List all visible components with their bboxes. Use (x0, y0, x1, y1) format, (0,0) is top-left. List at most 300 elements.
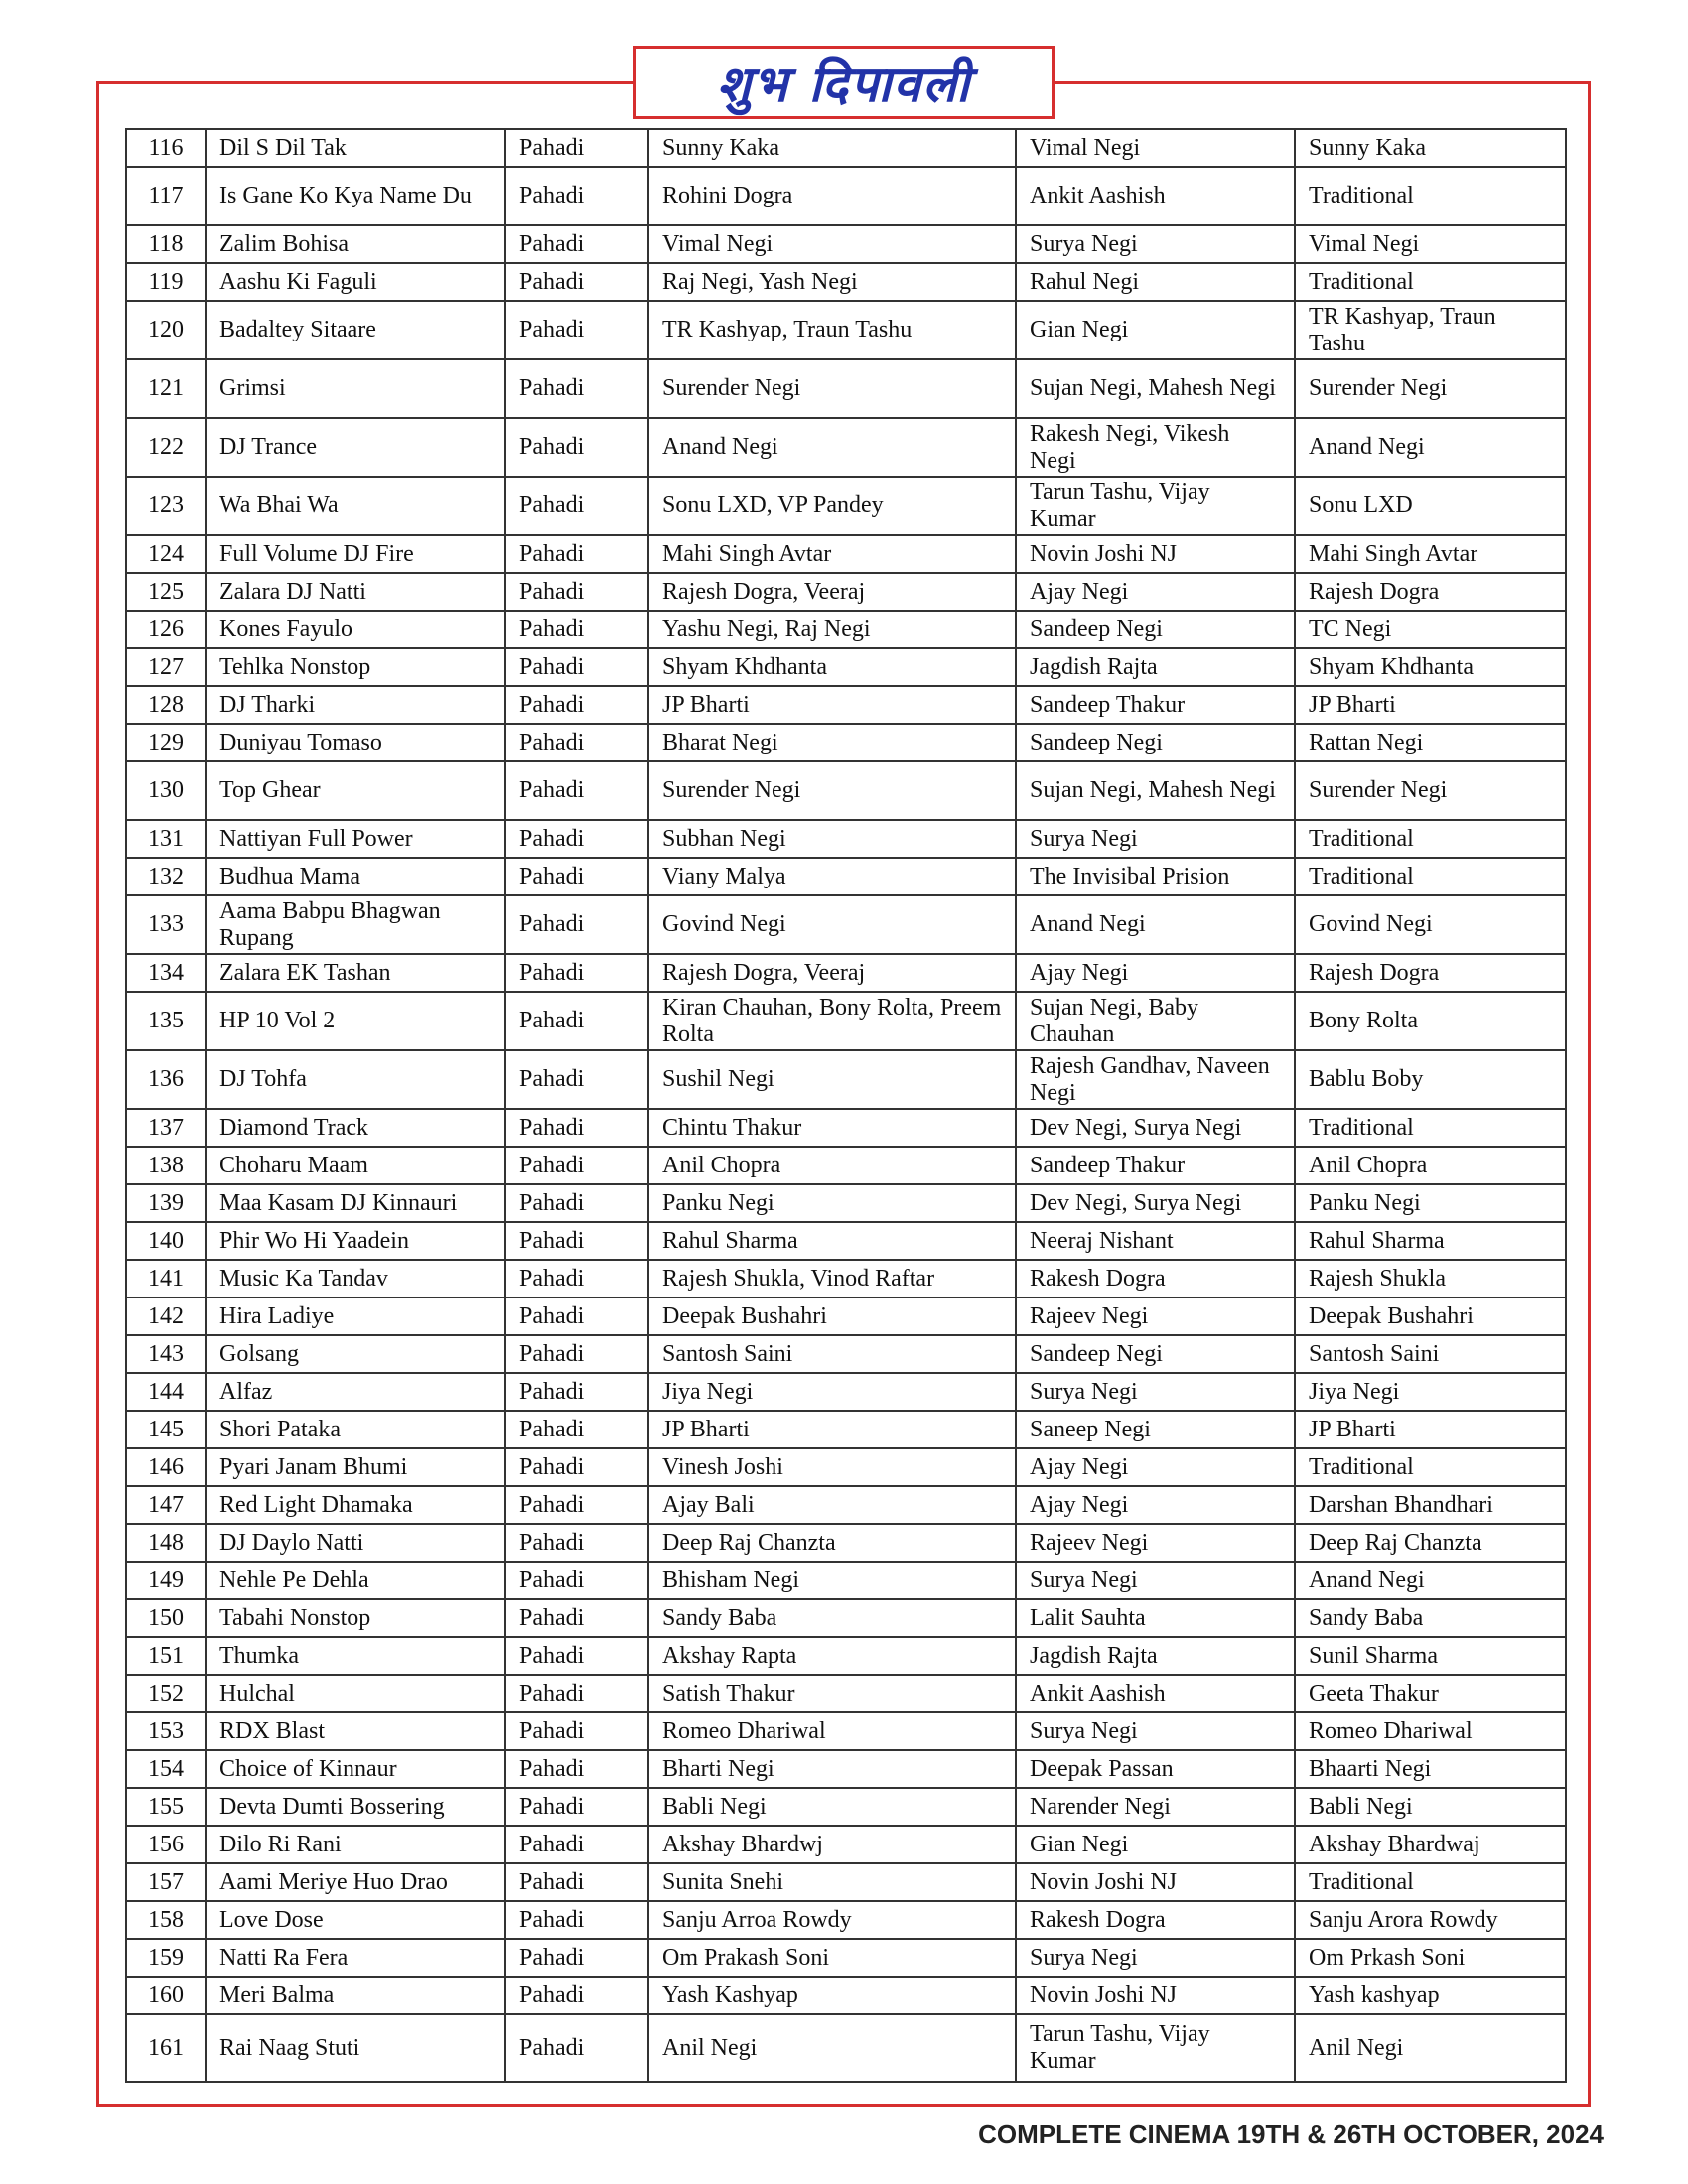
song-title-cell: Pyari Janam Bhumi (206, 1448, 505, 1486)
language-cell: Pahadi (505, 1863, 648, 1901)
serial-number-cell: 145 (126, 1411, 206, 1448)
music-director-cell: Surya Negi (1016, 1712, 1295, 1750)
song-title-cell: Golsang (206, 1335, 505, 1373)
singer-cell: Sushil Negi (648, 1050, 1016, 1109)
song-title-cell: Maa Kasam DJ Kinnauri (206, 1184, 505, 1222)
table-row (126, 1147, 1566, 1184)
music-director-cell: Sandeep Negi (1016, 1335, 1295, 1373)
lyricist-cell: Surender Negi (1295, 761, 1566, 820)
table-row (126, 1448, 1566, 1486)
lyricist-cell: Jiya Negi (1295, 1373, 1566, 1411)
table-row (126, 1637, 1566, 1675)
singer-cell: Mahi Singh Avtar (648, 535, 1016, 573)
serial-number-cell: 135 (126, 992, 206, 1050)
lyricist-cell: TR Kashyap, Traun Tashu (1295, 301, 1566, 359)
language-cell: Pahadi (505, 1826, 648, 1863)
serial-number-cell: 154 (126, 1750, 206, 1788)
singer-cell: Subhan Negi (648, 820, 1016, 858)
language-cell: Pahadi (505, 1788, 648, 1826)
song-title-cell: Love Dose (206, 1901, 505, 1939)
table-row (126, 686, 1566, 724)
lyricist-cell: Sunny Kaka (1295, 129, 1566, 167)
table-row (126, 895, 1566, 954)
singer-cell: Sonu LXD, VP Pandey (648, 477, 1016, 535)
language-cell: Pahadi (505, 686, 648, 724)
language-cell: Pahadi (505, 1486, 648, 1524)
lyricist-cell: Govind Negi (1295, 895, 1566, 954)
lyricist-cell: Deep Raj Chanzta (1295, 1524, 1566, 1562)
language-cell: Pahadi (505, 1712, 648, 1750)
lyricist-cell: Santosh Saini (1295, 1335, 1566, 1373)
lyricist-cell: Rattan Negi (1295, 724, 1566, 761)
serial-number-cell: 124 (126, 535, 206, 573)
serial-number-cell: 122 (126, 418, 206, 477)
song-title-cell: DJ Tohfa (206, 1050, 505, 1109)
table-row (126, 129, 1566, 167)
language-cell: Pahadi (505, 1977, 648, 2014)
music-director-cell: Rajeev Negi (1016, 1297, 1295, 1335)
music-director-cell: Rakesh Dogra (1016, 1260, 1295, 1297)
serial-number-cell: 126 (126, 611, 206, 648)
song-title-cell: Nehle Pe Dehla (206, 1562, 505, 1599)
music-director-cell: Jagdish Rajta (1016, 648, 1295, 686)
lyricist-cell: Traditional (1295, 263, 1566, 301)
table-row (126, 992, 1566, 1050)
song-title-cell: HP 10 Vol 2 (206, 992, 505, 1050)
singer-cell: Anil Negi (648, 2014, 1016, 2082)
language-cell: Pahadi (505, 992, 648, 1050)
song-title-cell: Aama Babpu Bhagwan Rupang (206, 895, 505, 954)
singer-cell: Kiran Chauhan, Bony Rolta, Preem Rolta (648, 992, 1016, 1050)
serial-number-cell: 120 (126, 301, 206, 359)
serial-number-cell: 153 (126, 1712, 206, 1750)
language-cell: Pahadi (505, 820, 648, 858)
music-director-cell: Ankit Aashish (1016, 1675, 1295, 1712)
language-cell: Pahadi (505, 1637, 648, 1675)
table-row (126, 1788, 1566, 1826)
table-row (126, 1373, 1566, 1411)
song-table (125, 128, 1567, 2083)
singer-cell: Rajesh Shukla, Vinod Raftar (648, 1260, 1016, 1297)
lyricist-cell: Shyam Khdhanta (1295, 648, 1566, 686)
singer-cell: Panku Negi (648, 1184, 1016, 1222)
song-title-cell: Choice of Kinnaur (206, 1750, 505, 1788)
lyricist-cell: Anand Negi (1295, 1562, 1566, 1599)
song-title-cell: Hira Ladiye (206, 1297, 505, 1335)
song-title-cell: Thumka (206, 1637, 505, 1675)
lyricist-cell: Rahul Sharma (1295, 1222, 1566, 1260)
song-title-cell: Dilo Ri Rani (206, 1826, 505, 1863)
music-director-cell: Ajay Negi (1016, 1486, 1295, 1524)
serial-number-cell: 152 (126, 1675, 206, 1712)
language-cell: Pahadi (505, 858, 648, 895)
lyricist-cell: Traditional (1295, 1109, 1566, 1147)
lyricist-cell: Anand Negi (1295, 418, 1566, 477)
singer-cell: Govind Negi (648, 895, 1016, 954)
serial-number-cell: 134 (126, 954, 206, 992)
lyricist-cell: Geeta Thakur (1295, 1675, 1566, 1712)
singer-cell: Yashu Negi, Raj Negi (648, 611, 1016, 648)
table-row (126, 1109, 1566, 1147)
song-title-cell: Dil S Dil Tak (206, 129, 505, 167)
singer-cell: Anand Negi (648, 418, 1016, 477)
serial-number-cell: 161 (126, 2014, 206, 2082)
song-title-cell: Budhua Mama (206, 858, 505, 895)
table-row (126, 263, 1566, 301)
lyricist-cell: Om Prkash Soni (1295, 1939, 1566, 1977)
language-cell: Pahadi (505, 1147, 648, 1184)
table-row (126, 1863, 1566, 1901)
singer-cell: Jiya Negi (648, 1373, 1016, 1411)
language-cell: Pahadi (505, 954, 648, 992)
serial-number-cell: 150 (126, 1599, 206, 1637)
table-row (126, 611, 1566, 648)
language-cell: Pahadi (505, 724, 648, 761)
singer-cell: Om Prakash Soni (648, 1939, 1016, 1977)
music-director-cell: Rakesh Negi, Vikesh Negi (1016, 418, 1295, 477)
song-table-container (125, 128, 1565, 2083)
language-cell: Pahadi (505, 167, 648, 225)
table-row (126, 418, 1566, 477)
lyricist-cell: Surender Negi (1295, 359, 1566, 418)
header-banner (633, 46, 1055, 119)
table-row (126, 1335, 1566, 1373)
song-title-cell: RDX Blast (206, 1712, 505, 1750)
singer-cell: Yash Kashyap (648, 1977, 1016, 2014)
language-cell: Pahadi (505, 1050, 648, 1109)
serial-number-cell: 136 (126, 1050, 206, 1109)
song-title-cell: Alfaz (206, 1373, 505, 1411)
song-title-cell: DJ Tharki (206, 686, 505, 724)
music-director-cell: Narender Negi (1016, 1788, 1295, 1826)
serial-number-cell: 129 (126, 724, 206, 761)
lyricist-cell: Traditional (1295, 167, 1566, 225)
serial-number-cell: 121 (126, 359, 206, 418)
song-title-cell: Aashu Ki Faguli (206, 263, 505, 301)
song-title-cell: Natti Ra Fera (206, 1939, 505, 1977)
lyricist-cell: Rajesh Shukla (1295, 1260, 1566, 1297)
song-title-cell: Kones Fayulo (206, 611, 505, 648)
singer-cell: Satish Thakur (648, 1675, 1016, 1712)
singer-cell: Rohini Dogra (648, 167, 1016, 225)
serial-number-cell: 141 (126, 1260, 206, 1297)
language-cell: Pahadi (505, 1901, 648, 1939)
singer-cell: Deepak Bushahri (648, 1297, 1016, 1335)
singer-cell: Deep Raj Chanzta (648, 1524, 1016, 1562)
song-title-cell: Hulchal (206, 1675, 505, 1712)
music-director-cell: Rahul Negi (1016, 263, 1295, 301)
lyricist-cell: Akshay Bhardwaj (1295, 1826, 1566, 1863)
lyricist-cell: Bony Rolta (1295, 992, 1566, 1050)
music-director-cell: Surya Negi (1016, 820, 1295, 858)
language-cell: Pahadi (505, 1297, 648, 1335)
song-title-cell: Rai Naag Stuti (206, 2014, 505, 2082)
table-row (126, 2014, 1566, 2082)
singer-cell: Rajesh Dogra, Veeraj (648, 954, 1016, 992)
singer-cell: Shyam Khdhanta (648, 648, 1016, 686)
table-row (126, 1599, 1566, 1637)
table-row (126, 1486, 1566, 1524)
language-cell: Pahadi (505, 1524, 648, 1562)
table-row (126, 954, 1566, 992)
music-director-cell: Deepak Passan (1016, 1750, 1295, 1788)
music-director-cell: Rajeev Negi (1016, 1524, 1295, 1562)
music-director-cell: The Invisibal Prision (1016, 858, 1295, 895)
lyricist-cell: Sunil Sharma (1295, 1637, 1566, 1675)
language-cell: Pahadi (505, 535, 648, 573)
table-row (126, 1524, 1566, 1562)
song-title-cell: Badaltey Sitaare (206, 301, 505, 359)
language-cell: Pahadi (505, 1222, 648, 1260)
language-cell: Pahadi (505, 573, 648, 611)
table-row (126, 301, 1566, 359)
song-title-cell: Red Light Dhamaka (206, 1486, 505, 1524)
serial-number-cell: 117 (126, 167, 206, 225)
language-cell: Pahadi (505, 129, 648, 167)
serial-number-cell: 156 (126, 1826, 206, 1863)
lyricist-cell: JP Bharti (1295, 686, 1566, 724)
language-cell: Pahadi (505, 895, 648, 954)
language-cell: Pahadi (505, 1939, 648, 1977)
lyricist-cell: Traditional (1295, 1448, 1566, 1486)
table-row (126, 1562, 1566, 1599)
music-director-cell: Jagdish Rajta (1016, 1637, 1295, 1675)
singer-cell: Sunny Kaka (648, 129, 1016, 167)
table-row (126, 359, 1566, 418)
table-row (126, 535, 1566, 573)
song-title-cell: Zalara DJ Natti (206, 573, 505, 611)
music-director-cell: Novin Joshi NJ (1016, 1977, 1295, 2014)
language-cell: Pahadi (505, 1448, 648, 1486)
singer-cell: Vimal Negi (648, 225, 1016, 263)
music-director-cell: Surya Negi (1016, 1373, 1295, 1411)
singer-cell: Raj Negi, Yash Negi (648, 263, 1016, 301)
song-title-cell: Tabahi Nonstop (206, 1599, 505, 1637)
singer-cell: Romeo Dhariwal (648, 1712, 1016, 1750)
serial-number-cell: 158 (126, 1901, 206, 1939)
serial-number-cell: 139 (126, 1184, 206, 1222)
table-row (126, 167, 1566, 225)
table-row (126, 1050, 1566, 1109)
language-cell: Pahadi (505, 1260, 648, 1297)
language-cell: Pahadi (505, 225, 648, 263)
music-director-cell: Dev Negi, Surya Negi (1016, 1109, 1295, 1147)
lyricist-cell: Panku Negi (1295, 1184, 1566, 1222)
language-cell: Pahadi (505, 1411, 648, 1448)
music-director-cell: Rajesh Gandhav, Naveen Negi (1016, 1050, 1295, 1109)
music-director-cell: Sujan Negi, Mahesh Negi (1016, 761, 1295, 820)
lyricist-cell: Deepak Bushahri (1295, 1297, 1566, 1335)
language-cell: Pahadi (505, 418, 648, 477)
song-title-cell: Phir Wo Hi Yaadein (206, 1222, 505, 1260)
song-title-cell: Is Gane Ko Kya Name Du (206, 167, 505, 225)
song-title-cell: Grimsi (206, 359, 505, 418)
table-row (126, 761, 1566, 820)
table-row (126, 1184, 1566, 1222)
song-title-cell: Devta Dumti Bossering (206, 1788, 505, 1826)
language-cell: Pahadi (505, 1335, 648, 1373)
lyricist-cell: Bablu Boby (1295, 1050, 1566, 1109)
singer-cell: Anil Chopra (648, 1147, 1016, 1184)
singer-cell: Santosh Saini (648, 1335, 1016, 1373)
song-title-cell: Aami Meriye Huo Drao (206, 1863, 505, 1901)
music-director-cell: Ankit Aashish (1016, 167, 1295, 225)
lyricist-cell: JP Bharti (1295, 1411, 1566, 1448)
serial-number-cell: 148 (126, 1524, 206, 1562)
serial-number-cell: 130 (126, 761, 206, 820)
singer-cell: Rahul Sharma (648, 1222, 1016, 1260)
music-director-cell: Surya Negi (1016, 1562, 1295, 1599)
song-title-cell: Zalara EK Tashan (206, 954, 505, 992)
serial-number-cell: 143 (126, 1335, 206, 1373)
music-director-cell: Surya Negi (1016, 225, 1295, 263)
language-cell: Pahadi (505, 1750, 648, 1788)
singer-cell: Surender Negi (648, 761, 1016, 820)
lyricist-cell: Bhaarti Negi (1295, 1750, 1566, 1788)
song-title-cell: Full Volume DJ Fire (206, 535, 505, 573)
music-director-cell: Lalit Sauhta (1016, 1599, 1295, 1637)
serial-number-cell: 132 (126, 858, 206, 895)
music-director-cell: Gian Negi (1016, 1826, 1295, 1863)
serial-number-cell: 118 (126, 225, 206, 263)
music-director-cell: Novin Joshi NJ (1016, 535, 1295, 573)
serial-number-cell: 149 (126, 1562, 206, 1599)
music-director-cell: Surya Negi (1016, 1939, 1295, 1977)
lyricist-cell: Traditional (1295, 858, 1566, 895)
music-director-cell: Novin Joshi NJ (1016, 1863, 1295, 1901)
lyricist-cell: Rajesh Dogra (1295, 954, 1566, 992)
serial-number-cell: 116 (126, 129, 206, 167)
singer-cell: Akshay Rapta (648, 1637, 1016, 1675)
lyricist-cell: Sonu LXD (1295, 477, 1566, 535)
table-row (126, 1260, 1566, 1297)
song-table-body (126, 129, 1566, 2082)
singer-cell: Bharat Negi (648, 724, 1016, 761)
singer-cell: Sandy Baba (648, 1599, 1016, 1637)
singer-cell: Rajesh Dogra, Veeraj (648, 573, 1016, 611)
table-row (126, 1222, 1566, 1260)
music-director-cell: Sujan Negi, Mahesh Negi (1016, 359, 1295, 418)
language-cell: Pahadi (505, 1184, 648, 1222)
serial-number-cell: 137 (126, 1109, 206, 1147)
language-cell: Pahadi (505, 1373, 648, 1411)
song-title-cell: Music Ka Tandav (206, 1260, 505, 1297)
lyricist-cell: Anil Chopra (1295, 1147, 1566, 1184)
song-title-cell: Zalim Bohisa (206, 225, 505, 263)
singer-cell: TR Kashyap, Traun Tashu (648, 301, 1016, 359)
language-cell: Pahadi (505, 477, 648, 535)
serial-number-cell: 142 (126, 1297, 206, 1335)
song-title-cell: Wa Bhai Wa (206, 477, 505, 535)
music-director-cell: Sandeep Thakur (1016, 686, 1295, 724)
singer-cell: JP Bharti (648, 686, 1016, 724)
song-title-cell: DJ Daylo Natti (206, 1524, 505, 1562)
singer-cell: Babli Negi (648, 1788, 1016, 1826)
serial-number-cell: 159 (126, 1939, 206, 1977)
language-cell: Pahadi (505, 1599, 648, 1637)
footer-credit: COMPLETE CINEMA 19TH & 26TH OCTOBER, 2024 (978, 2119, 1604, 2149)
table-row (126, 1750, 1566, 1788)
music-director-cell: Saneep Negi (1016, 1411, 1295, 1448)
language-cell: Pahadi (505, 263, 648, 301)
lyricist-cell: Darshan Bhandhari (1295, 1486, 1566, 1524)
singer-cell: Surender Negi (648, 359, 1016, 418)
table-row (126, 724, 1566, 761)
language-cell: Pahadi (505, 761, 648, 820)
table-row (126, 225, 1566, 263)
music-director-cell: Anand Negi (1016, 895, 1295, 954)
serial-number-cell: 157 (126, 1863, 206, 1901)
music-director-cell: Sujan Negi, Baby Chauhan (1016, 992, 1295, 1050)
table-row (126, 1977, 1566, 2014)
table-row (126, 648, 1566, 686)
song-title-cell: DJ Trance (206, 418, 505, 477)
language-cell: Pahadi (505, 1562, 648, 1599)
language-cell: Pahadi (505, 611, 648, 648)
singer-cell: Vinesh Joshi (648, 1448, 1016, 1486)
song-title-cell: Nattiyan Full Power (206, 820, 505, 858)
music-director-cell: Tarun Tashu, Vijay Kumar (1016, 477, 1295, 535)
song-title-cell: Choharu Maam (206, 1147, 505, 1184)
table-row (126, 858, 1566, 895)
song-title-cell: Diamond Track (206, 1109, 505, 1147)
singer-cell: Bhisham Negi (648, 1562, 1016, 1599)
song-title-cell: Shori Pataka (206, 1411, 505, 1448)
language-cell: Pahadi (505, 648, 648, 686)
lyricist-cell: Vimal Negi (1295, 225, 1566, 263)
serial-number-cell: 123 (126, 477, 206, 535)
lyricist-cell: Anil Negi (1295, 2014, 1566, 2082)
music-director-cell: Ajay Negi (1016, 1448, 1295, 1486)
serial-number-cell: 133 (126, 895, 206, 954)
table-row (126, 1675, 1566, 1712)
music-director-cell: Sandeep Negi (1016, 611, 1295, 648)
serial-number-cell: 131 (126, 820, 206, 858)
music-director-cell: Dev Negi, Surya Negi (1016, 1184, 1295, 1222)
lyricist-cell: TC Negi (1295, 611, 1566, 648)
table-row (126, 1411, 1566, 1448)
singer-cell: Sunita Snehi (648, 1863, 1016, 1901)
music-director-cell: Sandeep Thakur (1016, 1147, 1295, 1184)
music-director-cell: Gian Negi (1016, 301, 1295, 359)
song-title-cell: Tehlka Nonstop (206, 648, 505, 686)
table-row (126, 1297, 1566, 1335)
serial-number-cell: 160 (126, 1977, 206, 2014)
lyricist-cell: Traditional (1295, 820, 1566, 858)
singer-cell: JP Bharti (648, 1411, 1016, 1448)
lyricist-cell: Mahi Singh Avtar (1295, 535, 1566, 573)
table-row (126, 1826, 1566, 1863)
language-cell: Pahadi (505, 301, 648, 359)
music-director-cell: Neeraj Nishant (1016, 1222, 1295, 1260)
table-row (126, 477, 1566, 535)
song-title-cell: Top Ghear (206, 761, 505, 820)
singer-cell: Ajay Bali (648, 1486, 1016, 1524)
lyricist-cell: Babli Negi (1295, 1788, 1566, 1826)
music-director-cell: Ajay Negi (1016, 573, 1295, 611)
serial-number-cell: 151 (126, 1637, 206, 1675)
serial-number-cell: 138 (126, 1147, 206, 1184)
table-row (126, 1712, 1566, 1750)
singer-cell: Bharti Negi (648, 1750, 1016, 1788)
serial-number-cell: 119 (126, 263, 206, 301)
serial-number-cell: 125 (126, 573, 206, 611)
language-cell: Pahadi (505, 1109, 648, 1147)
serial-number-cell: 144 (126, 1373, 206, 1411)
music-director-cell: Vimal Negi (1016, 129, 1295, 167)
song-title-cell: Duniyau Tomaso (206, 724, 505, 761)
table-row (126, 573, 1566, 611)
